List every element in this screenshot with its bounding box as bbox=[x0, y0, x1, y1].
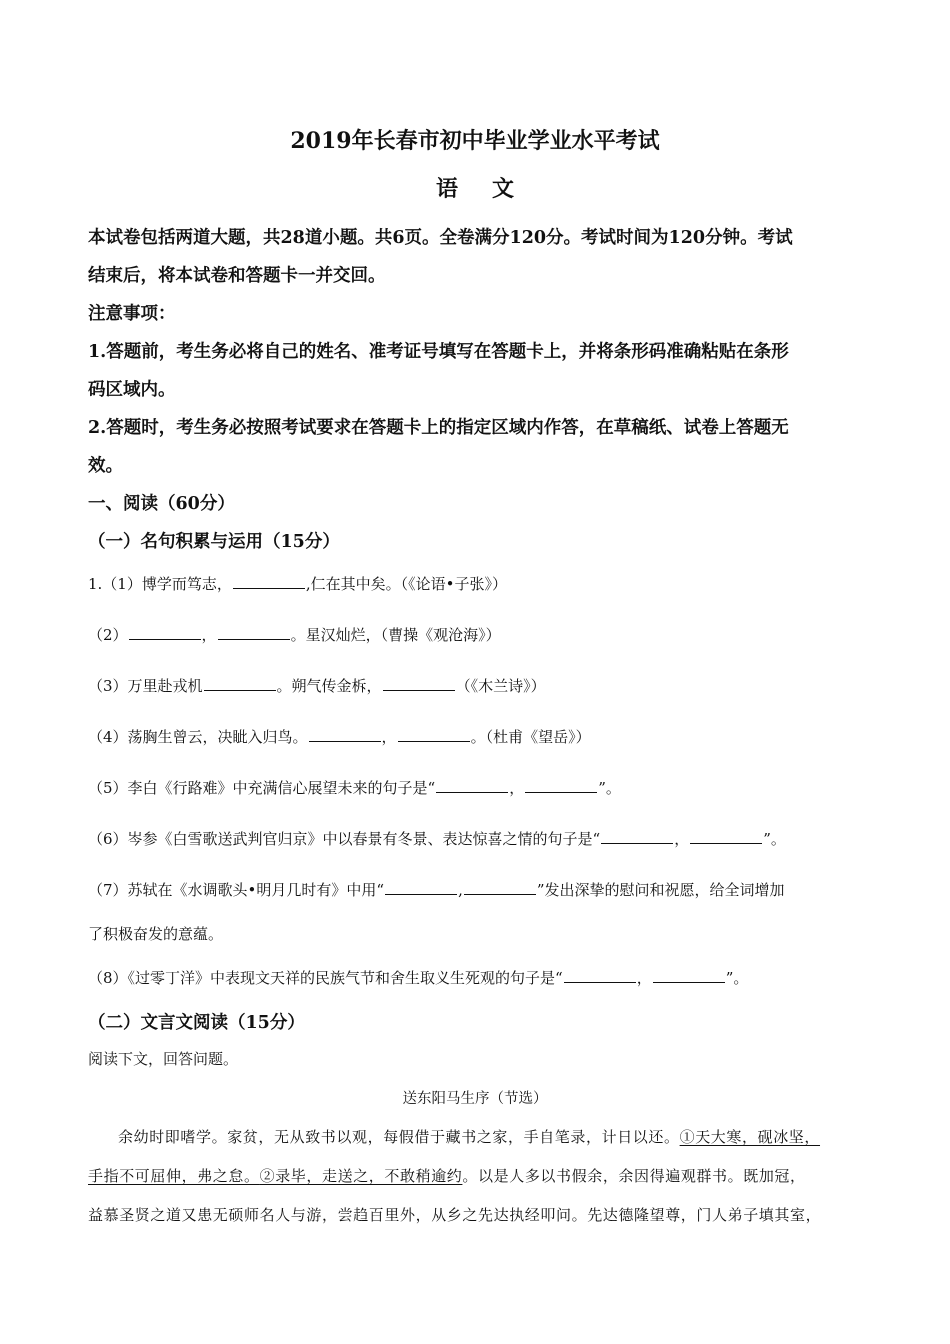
notice-title: 注意事项： bbox=[88, 304, 176, 324]
notice-1-line-2: 码区域内。 bbox=[88, 380, 176, 400]
question-1-7 bbox=[88, 879, 785, 900]
answer-blank bbox=[398, 740, 470, 742]
q1-3-text-a: （3）万里赴戎机 bbox=[88, 677, 203, 695]
section-part-2: （二）文言文阅读（15分） bbox=[88, 1013, 305, 1033]
q1-6-text-b: ， bbox=[674, 830, 690, 848]
answer-blank bbox=[218, 638, 290, 640]
question-1-6 bbox=[88, 828, 786, 849]
answer-blank bbox=[525, 791, 597, 793]
intro-line-1: 本试卷包括两道大题，共28道小题。共6页。全卷满分120分。考试时间为120分钟。考试 bbox=[88, 228, 793, 248]
q1-1-text-b: ,仁在其中矣。（《论语•子张》） bbox=[305, 575, 507, 593]
underlined-sentence-1-cont: 手指不可屈伸，弗之怠。 bbox=[88, 1167, 260, 1185]
q1-2-text-a: （2） bbox=[88, 626, 128, 644]
answer-blank bbox=[653, 981, 725, 983]
q1-2-text-c: 。星汉灿烂，（曹操《观沧海》） bbox=[290, 626, 501, 644]
exam-title: 2019年长春市初中毕业学业水平考试 bbox=[290, 128, 660, 154]
answer-blank bbox=[436, 791, 508, 793]
answer-blank bbox=[564, 981, 636, 983]
passage-title: 送东阳马生序（节选） bbox=[402, 1091, 548, 1107]
question-1-1 bbox=[88, 573, 507, 594]
question-1-3 bbox=[88, 675, 546, 696]
question-1-2 bbox=[88, 624, 501, 645]
passage-text: 余幼时即嗜学。家贫，无从致书以观，每假借于藏书之家，手自笔录，计日以还。 bbox=[118, 1128, 680, 1146]
q1-6-text-c: ”。 bbox=[763, 830, 786, 848]
q1-7-text-c: ”发出深挚的慰问和祝愿，给全词增加 bbox=[536, 881, 785, 899]
section-part-1: （一）名句积累与运用（15分） bbox=[88, 532, 340, 552]
notice-2-line-1: 2.答题时，考生务必按照考试要求在答题卡上的指定区域内作答，在草稿纸、试卷上答题无 bbox=[88, 418, 789, 438]
subject-title: 语文 bbox=[435, 176, 548, 202]
q1-8-text-c: ”。 bbox=[725, 969, 749, 987]
underlined-sentence-1: ①天大寒，砚冰坚， bbox=[679, 1128, 821, 1146]
passage-line-2 bbox=[88, 1165, 806, 1186]
q1-5-text-b: ， bbox=[509, 779, 525, 797]
answer-blank bbox=[601, 842, 673, 844]
q1-7-text-a: （7）苏轼在《水调歌头•明月几时有》中用“ bbox=[88, 881, 385, 899]
answer-blank bbox=[383, 689, 455, 691]
q1-7-text-b: , bbox=[458, 881, 463, 899]
q1-4-text-b: ， bbox=[381, 728, 397, 746]
intro-line-2: 结束后，将本试卷和答题卡一并交回。 bbox=[88, 266, 386, 286]
notice-2-line-2: 效。 bbox=[88, 456, 123, 476]
q1-4-text-c: 。（杜甫《望岳》） bbox=[470, 728, 591, 746]
answer-blank bbox=[204, 689, 276, 691]
passage-instruction: 阅读下文，回答问题。 bbox=[88, 1050, 239, 1068]
passage-line-3: 益慕圣贤之道又患无硕师名人与游，尝趋百里外，从乡之先达执经叩问。先达德隆望尊，门人弟子填其室， bbox=[88, 1206, 822, 1224]
q1-5-text-a: （5）李白《行路难》中充满信心展望未来的句子是“ bbox=[88, 779, 436, 797]
notice-1-line-1: 1.答题前，考生务必将自己的姓名、准考证号填写在答题卡上，并将条形码准确粘贴在条形 bbox=[88, 342, 789, 362]
question-1-5 bbox=[88, 777, 621, 798]
q1-8-text-b: ， bbox=[636, 969, 652, 987]
answer-blank bbox=[464, 893, 536, 895]
passage-text: 。以是人多以书假余，余因得遍观群书。既加冠， bbox=[462, 1167, 806, 1185]
q1-3-text-c: （《木兰诗》） bbox=[455, 677, 546, 695]
answer-blank bbox=[309, 740, 381, 742]
q1-3-text-b: 。朔气传金柝， bbox=[276, 677, 382, 695]
question-1-4 bbox=[88, 726, 591, 747]
section-reading: 一、阅读（60分） bbox=[88, 494, 235, 514]
q1-5-text-c: ”。 bbox=[598, 779, 621, 797]
answer-blank bbox=[690, 842, 762, 844]
answer-blank bbox=[129, 638, 201, 640]
question-1-7-cont: 了积极奋发的意蕴。 bbox=[88, 925, 224, 943]
q1-4-text-a: （4）荡胸生曾云，决眦入归鸟。 bbox=[88, 728, 308, 746]
answer-blank bbox=[233, 587, 305, 589]
q1-6-text-a: （6）岑参《白雪歌送武判官归京》中以春景有冬景、表达惊喜之情的句子是“ bbox=[88, 830, 601, 848]
answer-blank bbox=[385, 893, 457, 895]
q1-2-text-b: ， bbox=[201, 626, 217, 644]
passage-line-1 bbox=[118, 1126, 820, 1147]
question-1-8 bbox=[88, 967, 748, 988]
q1-1-text-a: 1.（1）博学而笃志， bbox=[88, 575, 232, 593]
q1-8-text-a: （8）《过零丁洋》中表现文天祥的民族气节和舍生取义生死观的句子是“ bbox=[88, 969, 563, 987]
underlined-sentence-2: ②录毕，走送之，不敢稍逾约 bbox=[259, 1167, 463, 1185]
